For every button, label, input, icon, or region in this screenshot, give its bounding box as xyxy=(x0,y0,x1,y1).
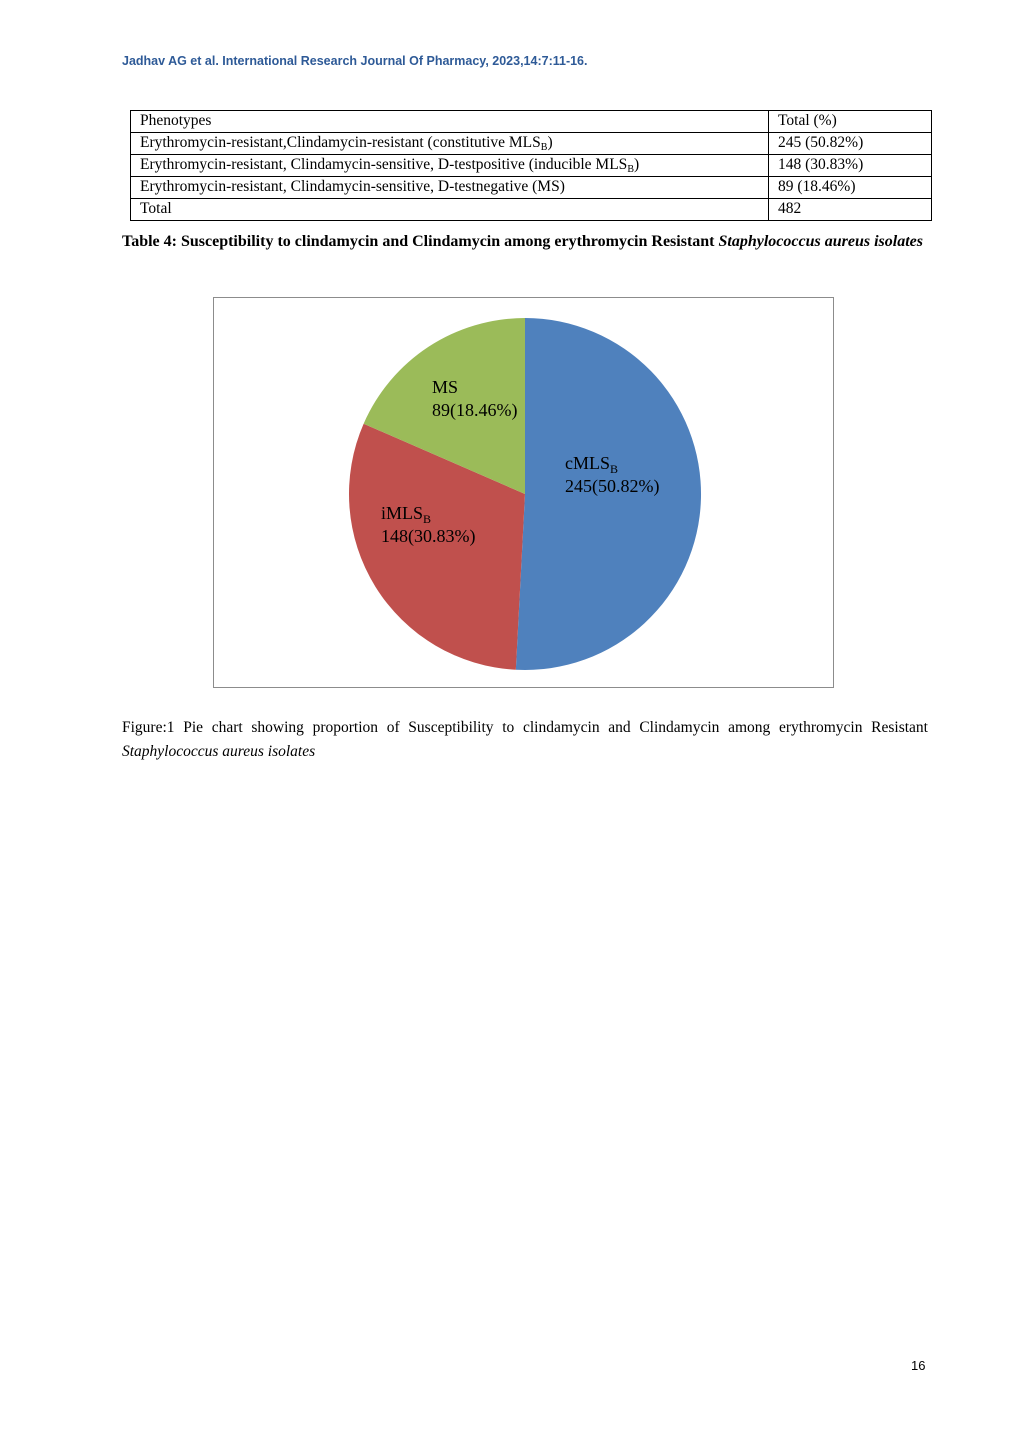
page-number: 16 xyxy=(911,1358,926,1373)
phenotype-cell: Erythromycin-resistant, Clindamycin-sensitive, D-testpositive (inducible $MLS_B$) xyxy=(131,155,769,177)
phenotype-cell: Erythromycin-resistant,Clindamycin-resistant (constitutive $MLS_B$) xyxy=(131,133,769,155)
table-row xyxy=(131,133,932,155)
slice-label-cmlsb: cMLS$_B$ 245(50.82%) xyxy=(565,453,660,496)
header-phenotypes: Phenotypes xyxy=(131,111,769,133)
total-cell: 482 xyxy=(769,199,932,221)
total-cell: 148 (30.83%) xyxy=(769,155,932,177)
pie-chart xyxy=(213,297,834,688)
table-caption: Table 4: Susceptibility to clindamycin and Clindamycin among erythromycin Resistant Staphylococcus aureus isolates xyxy=(122,233,923,250)
figure-caption: Figure:1 Pie chart showing proportion of Susceptibility to clindamycin and Clindamycin among erythromycin Resistant Staphylococcus aureus isolates xyxy=(122,719,928,760)
table-row xyxy=(131,155,932,177)
table-row xyxy=(131,199,932,221)
phenotype-cell: Total xyxy=(131,199,769,221)
table-header-row xyxy=(131,111,932,133)
total-cell: 245 (50.82%) xyxy=(769,133,932,155)
table-row xyxy=(131,177,932,199)
slice-label-ms: MS 89(18.46%) xyxy=(432,377,518,420)
pie-svg xyxy=(214,298,835,689)
running-header: Jadhav AG et al. International Research Journal Of Pharmacy, 2023,14:7:11-16. xyxy=(122,54,588,68)
header-total: Total (%) xyxy=(769,111,932,133)
phenotype-table xyxy=(130,110,932,221)
phenotype-cell: Erythromycin-resistant, Clindamycin-sensitive, D-testnegative (MS) xyxy=(131,177,769,199)
slice-label-imlsb: iMLS$_B$ 148(30.83%) xyxy=(381,503,476,546)
total-cell: 89 (18.46%) xyxy=(769,177,932,199)
